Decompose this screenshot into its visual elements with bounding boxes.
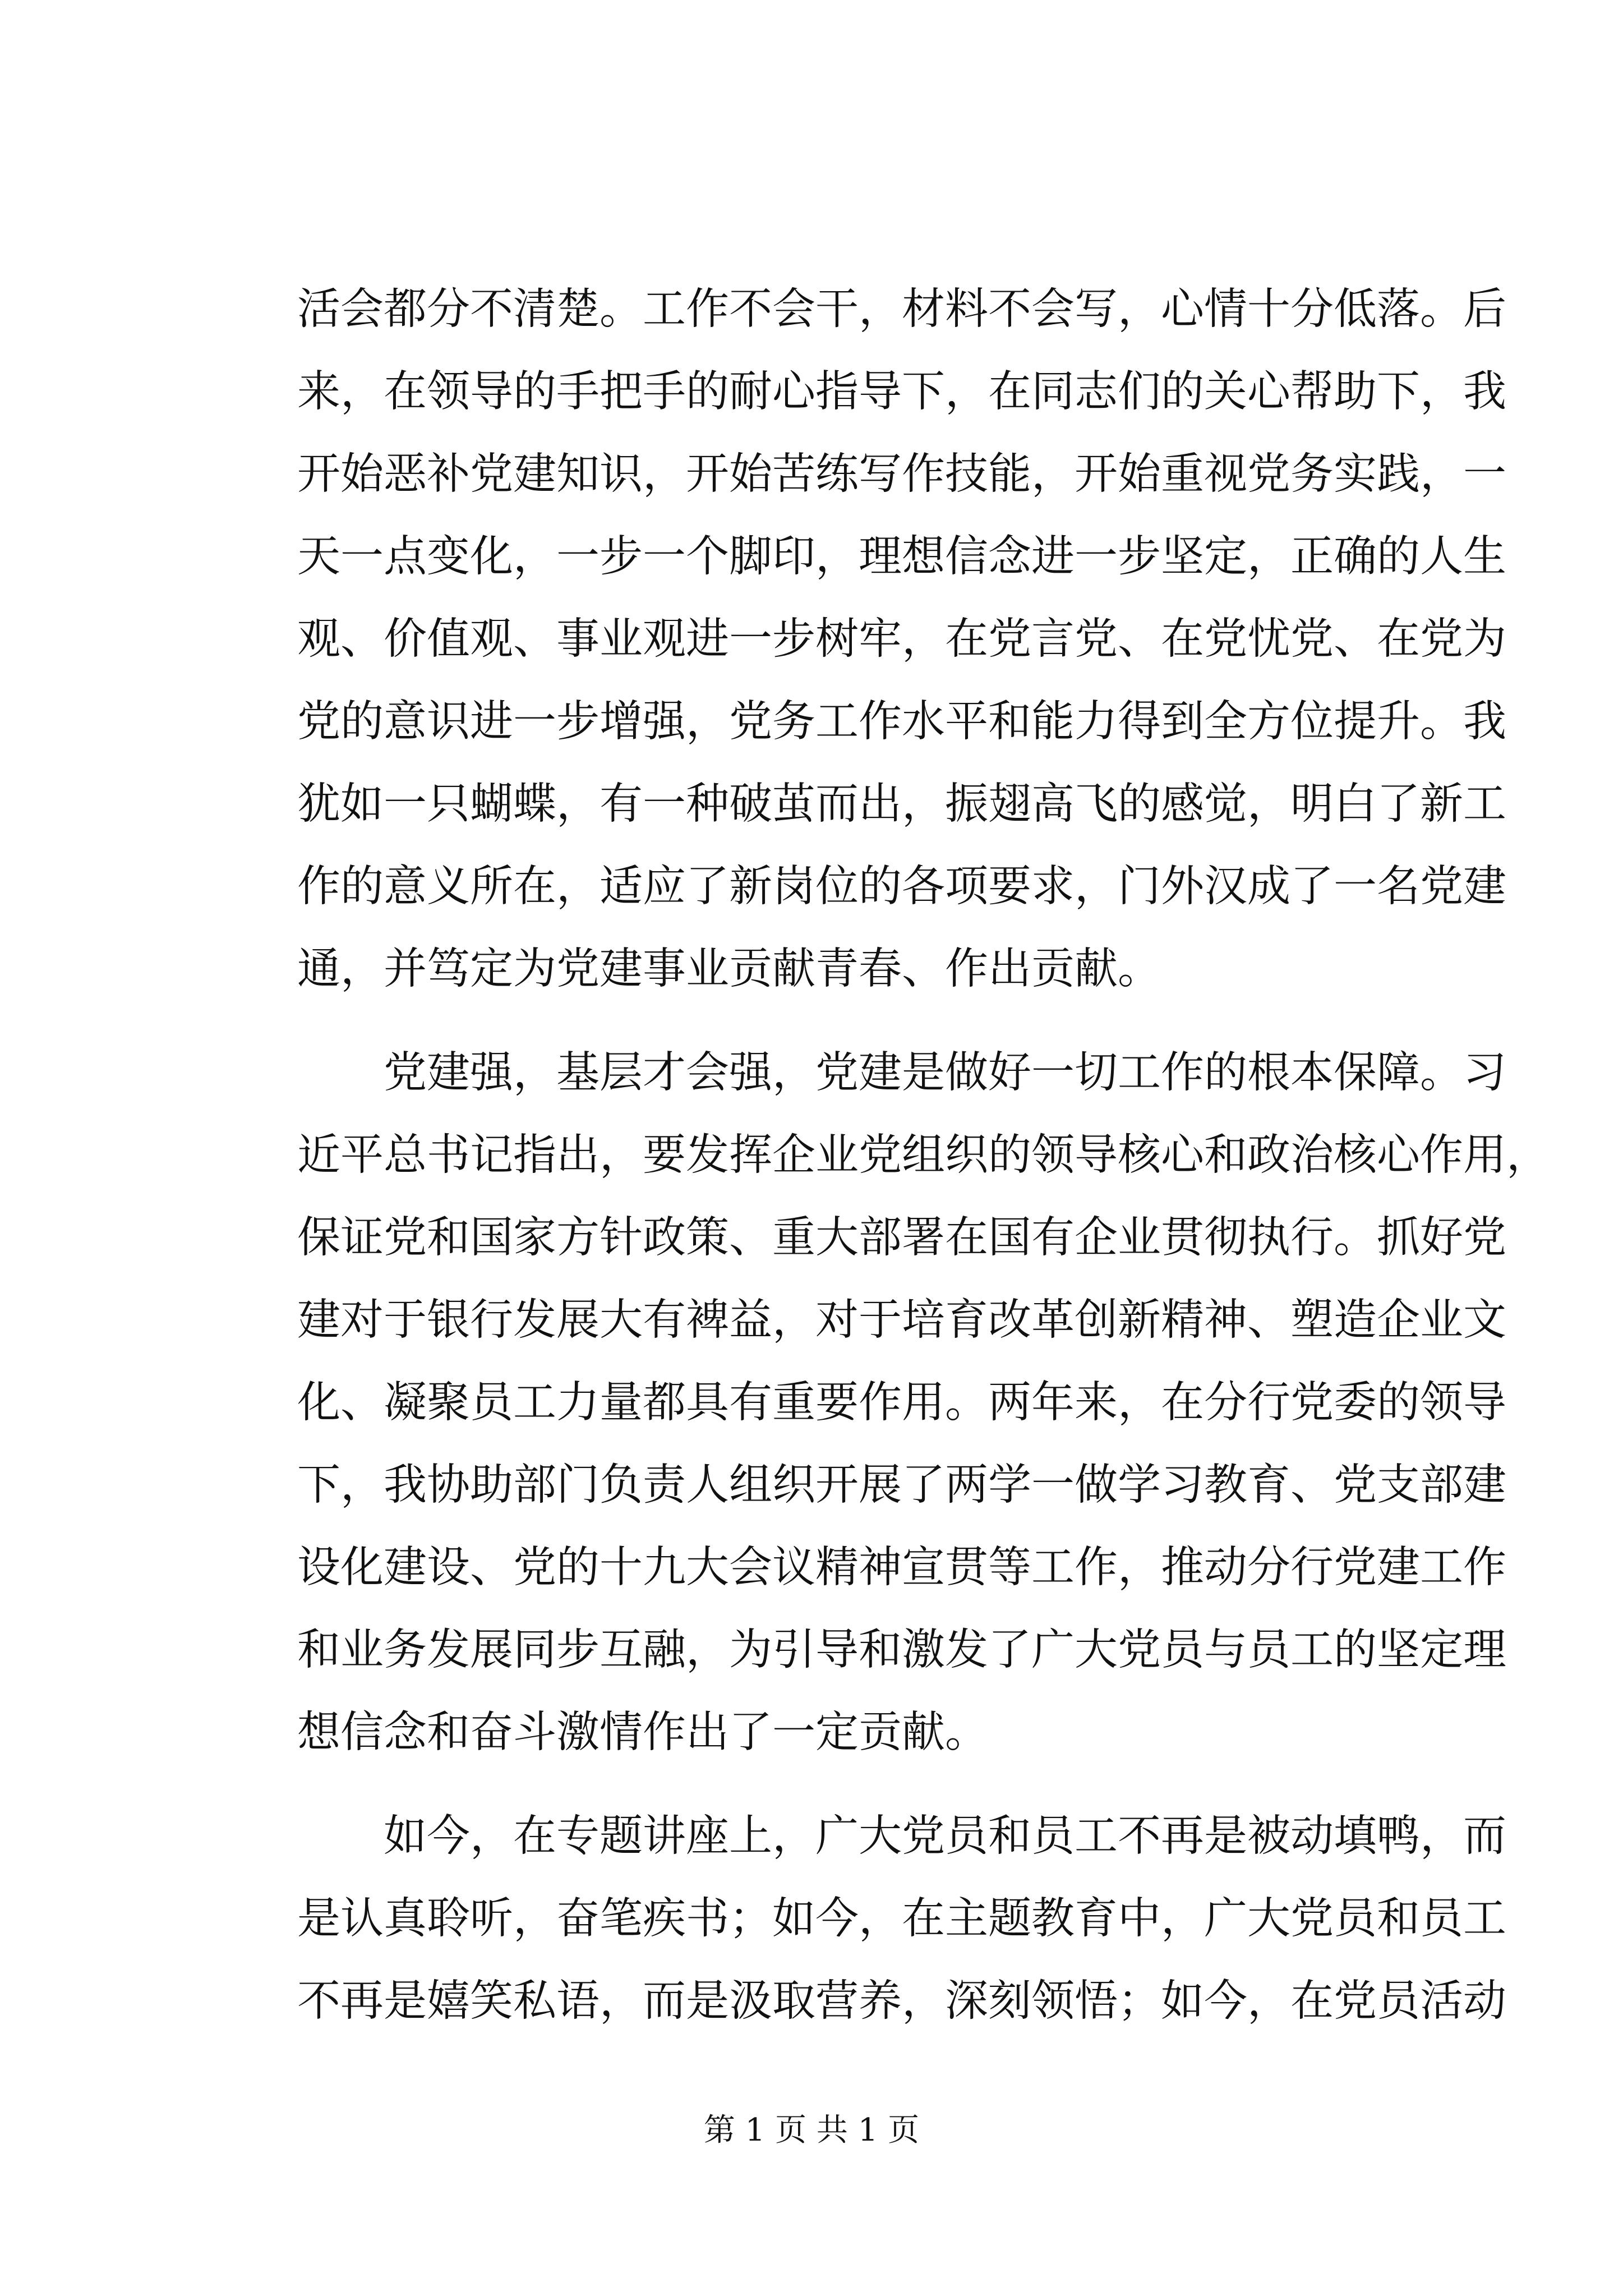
text-line: 近平总书记指出，要发挥企业党组织的领导核心和政治核心作用， <box>297 1130 1550 1180</box>
text-line: 设化建设、党的十九大会议精神宣贯等工作，推动分行党建工作 <box>297 1543 1506 1593</box>
paragraph-gap <box>297 1010 1424 1032</box>
text-line: 想信念和奋斗激情作出了一定贡献。 <box>297 1708 988 1757</box>
text-line: 建对于银行发展大有裨益，对于培育改革创新精神、塑造企业文 <box>297 1295 1506 1345</box>
text-line: 天一点变化，一步一个脚印，理想信念进一步坚定，正确的人生 <box>297 532 1506 582</box>
paragraph-2 <box>297 1032 1550 1774</box>
text-line: 犹如一只蝴蝶，有一种破茧而出，振翅高飞的感觉，明白了新工 <box>297 779 1506 829</box>
text-line: 观、价值观、事业观进一步树牢，在党言党、在党忧党、在党为 <box>297 614 1506 664</box>
document-body <box>297 268 1550 2042</box>
page-number-footer: 第 1 页 共 1 页 <box>703 2112 920 2148</box>
text-line: 如今，在专题讲座上，广大党员和员工不再是被动填鸭，而 <box>297 1811 1506 1861</box>
text-line: 下，我协助部门负责人组织开展了两学一做学习教育、党支部建 <box>297 1460 1506 1510</box>
text-line: 来，在领导的手把手的耐心指导下，在同志们的关心帮助下，我 <box>297 367 1506 417</box>
text-line: 保证党和国家方针政策、重大部署在国有企业贯彻执行。抓好党 <box>297 1213 1506 1263</box>
paragraph-gap <box>297 1774 1424 1795</box>
text-line: 化、凝聚员工力量都具有重要作用。两年来，在分行党委的领导 <box>297 1378 1506 1428</box>
text-line: 和业务发展同步互融，为引导和激发了广大党员与员工的坚定理 <box>297 1625 1506 1675</box>
text-line: 是认真聆听，奋笔疾书；如今，在主题教育中，广大党员和员工 <box>297 1894 1506 1944</box>
text-line: 不再是嬉笑私语，而是汲取营养，深刻领悟；如今，在党员活动 <box>297 1976 1506 2026</box>
text-line: 作的意义所在，适应了新岗位的各项要求，门外汉成了一名党建 <box>297 862 1506 912</box>
text-line: 通，并笃定为党建事业贡献青春、作出贡献。 <box>297 944 1161 994</box>
text-line: 党建强，基层才会强，党建是做好一切工作的根本保障。习 <box>297 1048 1506 1098</box>
text-line: 党的意识进一步增强，党务工作水平和能力得到全方位提升。我 <box>297 697 1506 747</box>
text-line: 活会都分不清楚。工作不会干，材料不会写，心情十分低落。后 <box>297 284 1506 334</box>
paragraph-1 <box>297 268 1506 1010</box>
text-line: 开始恶补党建知识，开始苦练写作技能，开始重视党务实践，一 <box>297 449 1506 499</box>
paragraph-3 <box>297 1795 1506 2042</box>
